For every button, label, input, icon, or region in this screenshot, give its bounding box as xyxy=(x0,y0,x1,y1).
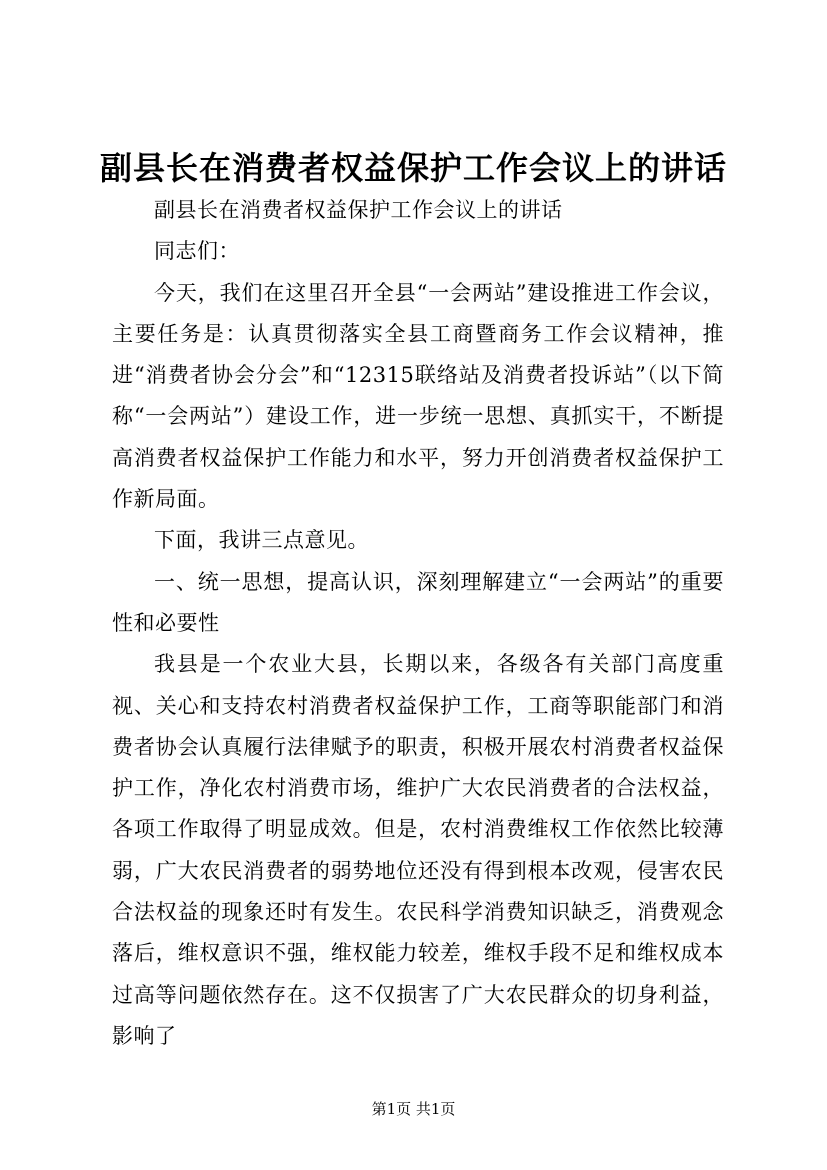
paragraph-outline: 下面，我讲三点意见。 xyxy=(154,528,369,553)
paragraph-subtitle: 副县长在消费者权益保护工作会议上的讲话 xyxy=(154,198,563,222)
document-body xyxy=(112,190,724,1057)
paragraph-section-1-body: 我县是一个农业大县，长期以来，各级各有关部门高度重视、关心和支持农村消费者权益保护工作，工商等职能部门和消费者协会认真履行法律赋予的职责，积极开展农村消费者权益保护工作，净化农村消费市场，维护广大农民消费者的合法权益，各项工作取得了明显成效。但是，农村消费维权工作依然比较薄弱，广大农民消费者的弱势地位还没有得到根本改观，侵害农民合法权益的现象还时有发生。农民科学消费知识缺乏，消费观念落后，维权意识不强，维权能力较差，维权手段不足和维权成本过高等问题依然存在。这不仅损害了广大农民群众的切身利益，影响了 xyxy=(112,652,724,1048)
section-heading-1: 一、统一思想，提高认识，深刻理解建立“一会两站”的重要性和必要性 xyxy=(112,569,724,635)
paragraph-intro: 今天，我们在这里召开全县“一会两站”建设推进工作会议，主要任务是：认真贯彻落实全县工商暨商务工作会议精神，推进“消费者协会分会”和“12315联络站及消费者投诉站”（以下简称“一会两站”）建设工作，进一步统一思想、真抓实干，不断提高消费者权益保护工作能力和水平，努力开创消费者权益保护工作新局面。 xyxy=(112,280,724,512)
document-title: 副县长在消费者权益保护工作会议上的讲话 xyxy=(99,149,727,187)
paragraph-greeting: 同志们： xyxy=(154,239,240,264)
page-footer: 第1页 共1页 xyxy=(371,1100,456,1118)
